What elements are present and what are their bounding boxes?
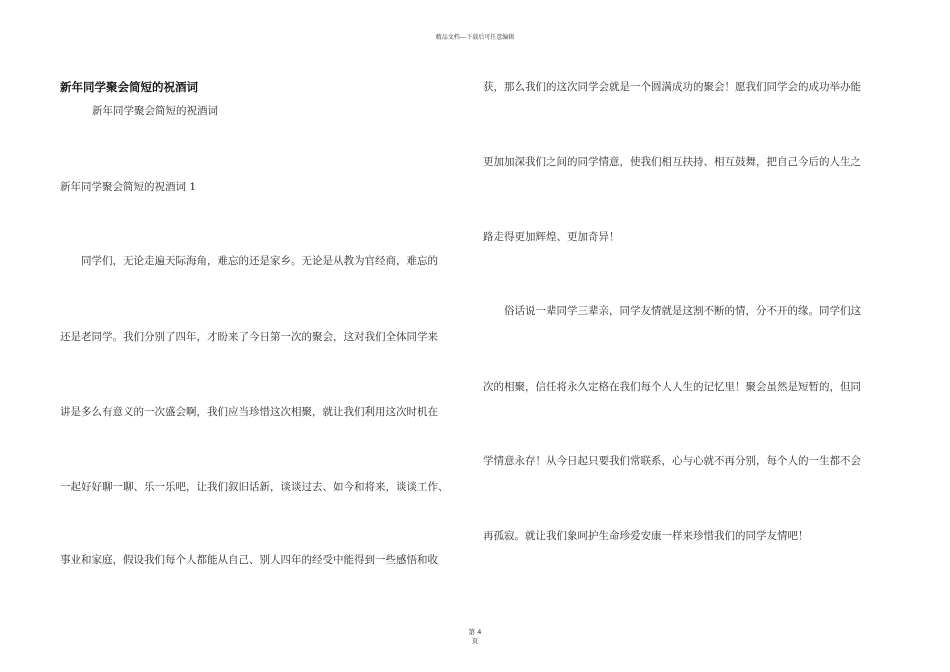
document-title: 新年同学聚会简短的祝酒词 (60, 80, 198, 94)
paragraph-line: 获，那么我们的这次同学会就是一个圆满成功的聚会！愿我们同学会的成功举办能 (483, 81, 861, 93)
section-heading: 新年同学聚会简短的祝酒词 1 (60, 181, 197, 193)
page-header: 精品文档---下载后可任意编辑 (435, 34, 515, 41)
paragraph-line: 俗话说一辈同学三辈亲，同学友情就是这割不断的情，分不开的缘。同学们这 (504, 305, 861, 317)
paragraph-line: 学情意永存！从今日起只要我们常联系，心与心就不再分别，每个人的一生都不会 (483, 455, 861, 467)
paragraph-line: 一起好好聊一聊、乐一乐吧，让我们叙旧话新，谈谈过去、如今和将来，谈谈工作、 (60, 481, 449, 493)
paragraph-line: 更加加深我们之间的同学情意，使我们相互扶持、相互鼓舞，把自己今后的人生之 (483, 156, 861, 168)
paragraph-line: 事业和家庭，假设我们每个人都能从自己、别人四年的经受中能得到一些感悟和收 (60, 554, 438, 566)
document-subtitle: 新年同学聚会简短的祝酒词 (92, 105, 218, 117)
paragraph-line: 再孤寂。就让我们象呵护生命珍爱安康一样来珍惜我们的同学友情吧！ (483, 530, 809, 542)
page-number (0, 628, 950, 646)
paragraph-line: 同学们，无论走遍天际海角，难忘的还是家乡。无论是从教为官经商，难忘的 (81, 255, 438, 267)
paragraph-line: 还是老同学。我们分别了四年，才盼来了今日第一次的聚会，这对我们全体同学来 (60, 331, 438, 343)
paragraph-line: 次的相聚，信任将永久定格在我们每个人人生的记忆里！聚会虽然是短暂的，但同 (483, 381, 861, 393)
page-number-line: 页 (471, 637, 479, 645)
page-number-line: 第 4 (468, 628, 482, 636)
paragraph-line: 讲是多么有意义的一次盛会啊，我们应当珍惜这次相聚，就让我们利用这次时机在 (60, 406, 438, 418)
paragraph-line: 路走得更加辉煌、更加奇异！ (483, 231, 620, 243)
